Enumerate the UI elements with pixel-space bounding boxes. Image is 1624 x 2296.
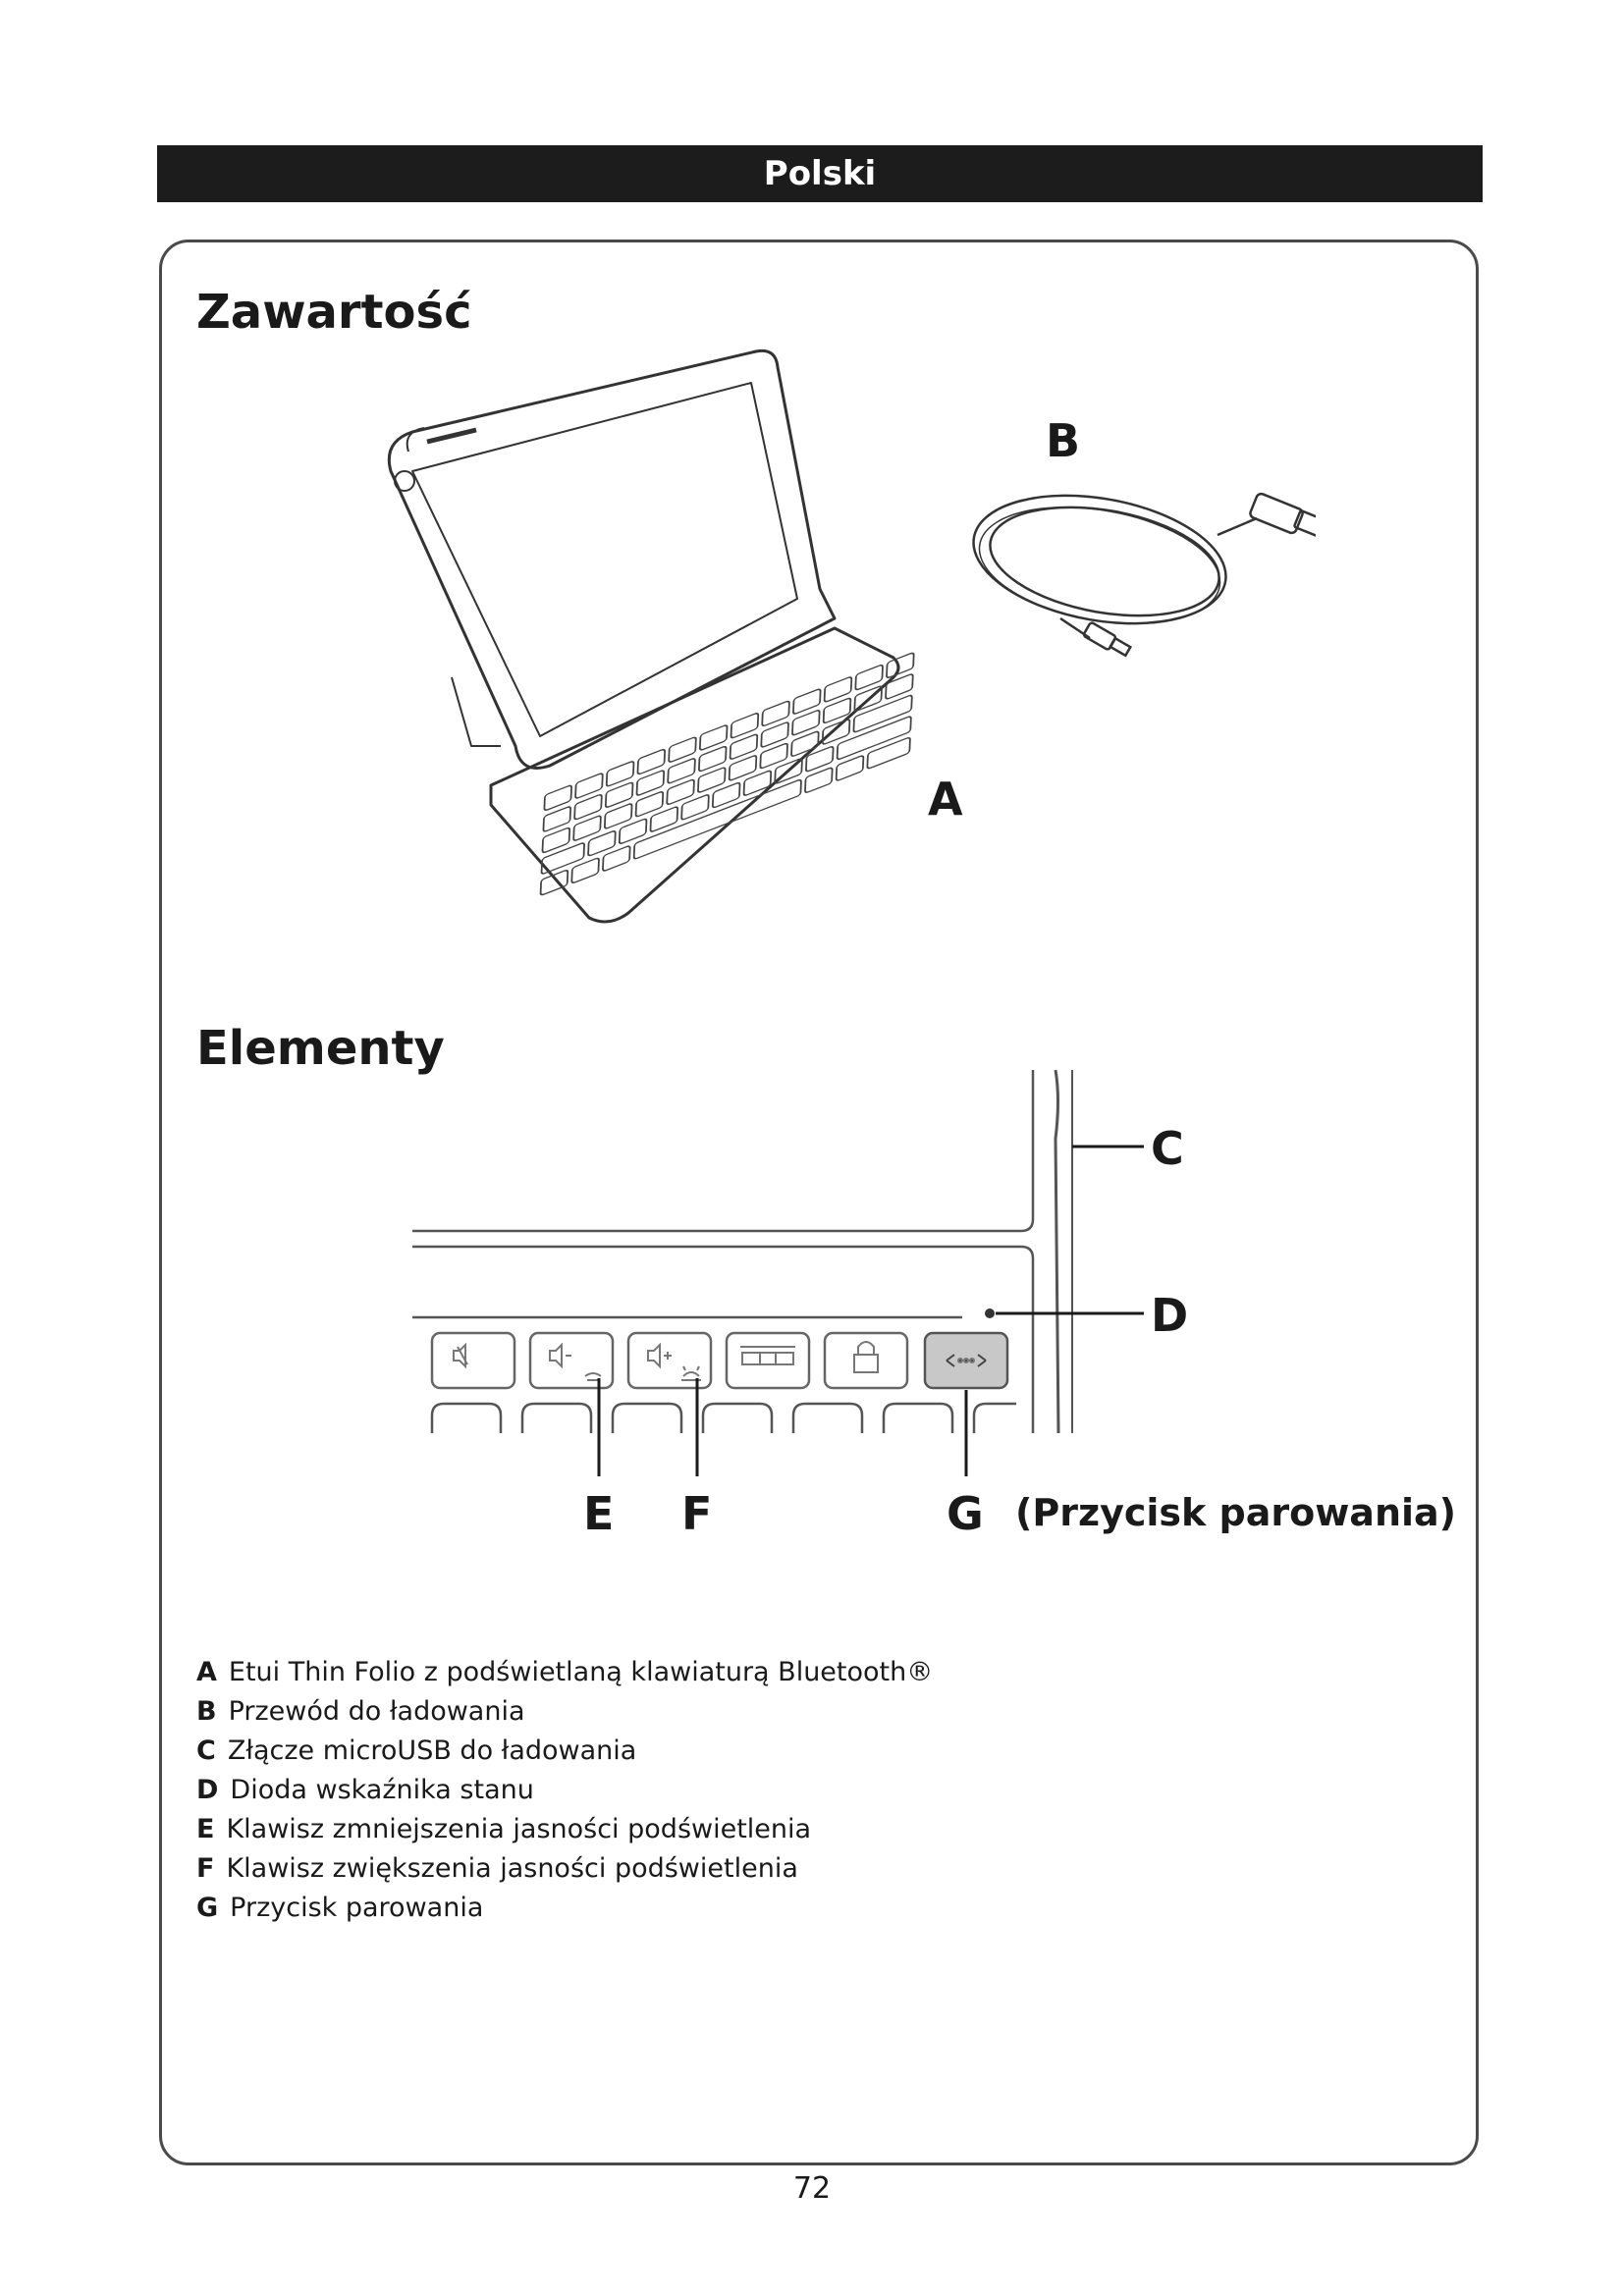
page-number: 72 — [792, 2171, 832, 2206]
legend-key: E — [196, 1814, 215, 1844]
language-label: Polski — [763, 154, 877, 193]
status-led — [985, 1308, 995, 1318]
callout-g: G — [947, 1487, 984, 1540]
legend-item — [196, 1692, 1375, 1732]
legend-text: Dioda wskaźnika stanu — [230, 1775, 534, 1805]
callout-g-note: (Przycisk parowania) — [1015, 1491, 1457, 1534]
legend-text: Przewód do ładowania — [228, 1696, 525, 1727]
callout-d: D — [1151, 1289, 1189, 1342]
legend-key: D — [196, 1775, 219, 1805]
callout-e: E — [583, 1487, 615, 1540]
legend-key: G — [196, 1893, 219, 1923]
legend-text: Etui Thin Folio z podświetlaną klawiaturą Bluetooth® — [228, 1657, 934, 1687]
contents-heading: Zawartość — [196, 285, 472, 340]
keyboard-keys — [540, 652, 913, 895]
legend-item — [196, 1653, 1375, 1692]
keyboard-base — [491, 628, 898, 922]
key-mute — [432, 1333, 514, 1388]
legend-item — [196, 1849, 1375, 1889]
legend-item — [196, 1810, 1375, 1849]
legend-text: Złącze microUSB do ładowania — [227, 1735, 637, 1766]
legend-text: Przycisk parowania — [230, 1893, 484, 1923]
key-app-switch — [727, 1333, 809, 1388]
callout-f: F — [681, 1487, 713, 1540]
legend-key: A — [196, 1657, 217, 1687]
legend-key: B — [196, 1696, 217, 1727]
callout-c: C — [1151, 1122, 1184, 1175]
legend-key: C — [196, 1735, 216, 1766]
elements-illustration — [412, 1060, 1473, 1571]
charging-cable — [963, 477, 1316, 655]
language-header-bar — [157, 145, 1483, 202]
legend-item — [196, 1732, 1375, 1771]
tablet-screen-outline — [412, 383, 797, 736]
callout-b: B — [1046, 414, 1081, 467]
elements-heading: Elementy — [196, 1021, 445, 1076]
parts-legend — [196, 1653, 1375, 1928]
legend-text: Klawisz zmniejszenia jasności podświetlenia — [226, 1814, 812, 1844]
contents-illustration — [373, 334, 1316, 942]
callout-a: A — [928, 773, 963, 826]
legend-key: F — [196, 1853, 215, 1884]
legend-text: Klawisz zwiększenia jasności podświetlenia — [226, 1853, 798, 1884]
legend-item — [196, 1889, 1375, 1928]
legend-item — [196, 1771, 1375, 1810]
